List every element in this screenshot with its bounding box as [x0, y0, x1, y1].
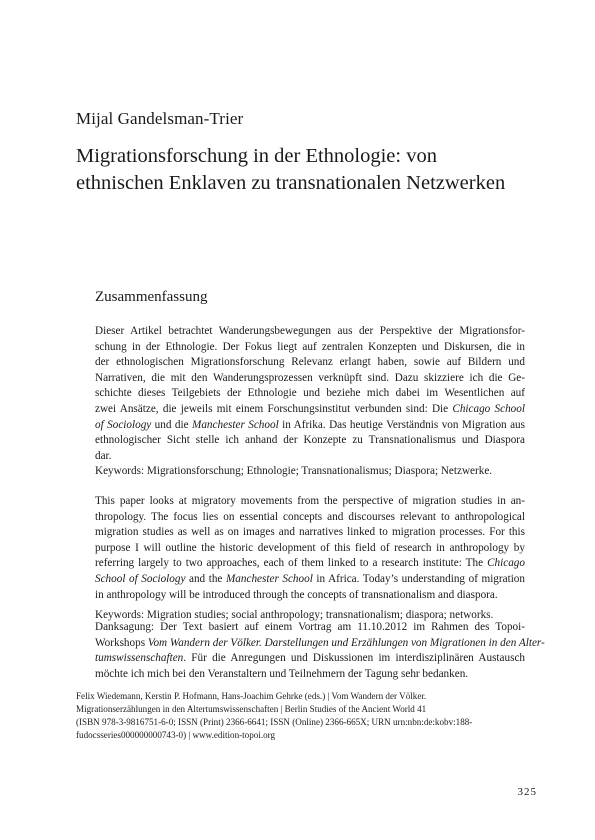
title-line: ethnischen Enklaven zu transnationalen Netzwerken	[76, 172, 506, 194]
article-title	[76, 143, 546, 197]
text-run: . Für die Anregungen und Diskussionen im interdisziplinären Austausch	[183, 652, 525, 665]
abstract-heading: Zusammenfassung	[95, 289, 208, 305]
footer-line: Felix Wiedemann, Kerstin P. Hofmann, Hans-Joachim Gehrke (eds.) | Vom Wandern der Völker.	[76, 691, 427, 701]
text-line: This paper looks at migratory movements from the perspective of migration studies in an-	[95, 495, 525, 507]
text-line	[95, 651, 525, 667]
italic-term: Chicago	[487, 557, 525, 570]
text-run: und die	[151, 418, 192, 431]
text-run: referring largely to two approaches, each of them linked to a research institute: The	[95, 557, 488, 570]
footer-line: Migrationserzählungen in den Altertumswissenschaften | Berlin Studies of the Ancient World 41	[76, 704, 427, 714]
text-line: schichte dieses Teilgebiets der Ethnologie und beziehe mich dabei im Wesentlichen auf	[95, 387, 525, 400]
text-run: zwei Ansätze, die jeweils mit einem Forschungsinstitut verbunden sind: Die	[95, 402, 453, 415]
italic-term: Vom Wandern der Völker. Darstellungen und Erzählungen von Migrationen in den Alter-	[147, 636, 545, 649]
italic-term: Manchester School	[225, 572, 313, 585]
author-name: Mijal Gandelsman-Trier	[76, 109, 244, 128]
citation-footer	[76, 690, 516, 742]
footer-line: (ISBN 978-3-9816751-6-0; ISSN (Print) 2366-6641; ISSN (Online) 2366-665X; URN urn:nbn:de:kobv:188-	[76, 717, 473, 727]
text-line: Dieser Artikel betrachtet Wanderungsbewegungen aus der Perspektive der Migrationsfor-	[95, 325, 525, 337]
italic-term: School of Sociology	[95, 572, 186, 585]
keywords-line: Keywords: Migrationsforschung; Ethnologie; Transnationalismus; Diaspora; Netzwerke.	[95, 465, 493, 477]
text-line: thropology. The focus lies on essential concepts and discourses relevant to anthropological	[95, 510, 525, 523]
abstract-english	[95, 494, 525, 603]
text-line: in anthropology will be introduced through the concepts of transnationalism and diaspora.	[95, 588, 498, 601]
text-line: dar.	[95, 449, 112, 462]
text-run: and the	[185, 572, 226, 585]
italic-term: Manchester School	[192, 418, 279, 431]
text-line	[95, 418, 525, 434]
text-line: migration studies as well as on images and narratives linked to migration processes. For this	[95, 526, 525, 539]
keywords-line: Keywords: Migration studies; social anthropology; transnationalism; diaspora; networks.	[95, 609, 494, 621]
text-line: purpose I will outline the historic development of this field of research in anthropology by	[95, 541, 525, 554]
text-line	[95, 402, 525, 418]
keywords-german	[95, 464, 525, 480]
page-number: 325	[517, 786, 537, 798]
italic-term: of Sociology	[95, 418, 152, 431]
italic-term: Chicago School	[452, 402, 525, 415]
text-run: in Afrika. Das heutige Verständnis von Migration aus	[278, 418, 525, 431]
acknowledgement-text	[95, 620, 545, 682]
text-run: in Africa. Today’s understanding of migration	[312, 572, 525, 585]
text-line	[95, 636, 545, 652]
abstract-german	[95, 324, 525, 464]
text-line: Danksagung: Der Text basiert auf einem Vortrag am 11.10.2012 im Rahmen des Topoi-	[95, 621, 525, 633]
text-line: Narrativen, die mit den Wanderungsprozessen verknüpft sind. Dazu skizziere ich die Ge-	[95, 371, 525, 384]
text-line	[95, 556, 525, 572]
footer-line: fudocsseries000000000743-0) | www.edition-topoi.org	[76, 730, 276, 740]
text-line: ethnologischer Sicht stelle ich anhand der Konzepte zu Transnationalismus und Diaspora	[95, 434, 525, 447]
text-line: schung in der Ethnologie. Der Fokus liegt auf zentralen Konzepten und Diskursen, die in	[95, 340, 525, 353]
title-line: Migrationsforschung in der Ethnologie: von	[76, 145, 437, 167]
italic-term: tumswissenschaften	[95, 652, 184, 665]
text-run: Workshops	[95, 636, 148, 649]
text-line: möchte ich mich bei den Veranstaltern und Teilnehmern der Tagung sehr bedanken.	[95, 667, 469, 680]
text-line	[95, 572, 525, 588]
text-line: der ethnologischen Migrationsforschung Relevanz erlangt haben, sowie auf Bildern und	[95, 356, 525, 369]
